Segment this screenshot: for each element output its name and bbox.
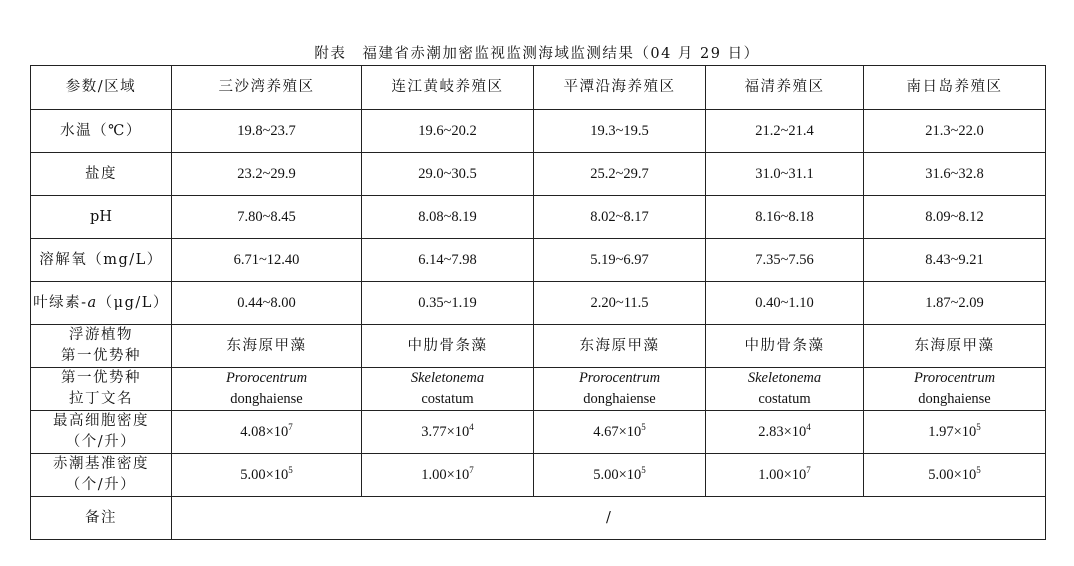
value-cell: 8.08~8.19 xyxy=(362,196,534,239)
label-line: 第一优势种 xyxy=(61,370,141,386)
value-cell: 23.2~29.9 xyxy=(172,153,362,196)
exponent: 5 xyxy=(641,464,646,475)
value-cell: 19.3~19.5 xyxy=(534,110,706,153)
row-latin-name xyxy=(31,368,1046,411)
value-cell: 0.44~8.00 xyxy=(172,282,362,325)
value-cell: 19.6~20.2 xyxy=(362,110,534,153)
row-water-temperature xyxy=(31,110,1046,153)
row-chlorophyll-a xyxy=(31,282,1046,325)
monitoring-results-table xyxy=(30,65,1046,540)
value-cell: 6.14~7.98 xyxy=(362,239,534,282)
genus-name: Skeletonema xyxy=(410,370,485,386)
value-cell xyxy=(864,411,1046,454)
exponent: 5 xyxy=(976,421,981,432)
value-cell xyxy=(864,454,1046,497)
value-cell: 中肋骨条藻 xyxy=(362,325,534,368)
genus-name: Prorocentrum xyxy=(913,370,996,386)
value-cell: 6.71~12.40 xyxy=(172,239,362,282)
value-cell xyxy=(172,411,362,454)
species-name: donghaiense xyxy=(230,391,303,407)
mantissa: 4.67×10 xyxy=(593,423,642,440)
value-cell: 25.2~29.7 xyxy=(534,153,706,196)
exponent: 5 xyxy=(641,421,646,432)
row-remarks xyxy=(31,497,1046,540)
value-cell xyxy=(172,454,362,497)
value-cell: 2.20~11.5 xyxy=(534,282,706,325)
value-cell: 31.0~31.1 xyxy=(706,153,864,196)
exponent: 7 xyxy=(806,464,811,475)
row-dissolved-oxygen xyxy=(31,239,1046,282)
table-caption: 附表 福建省赤潮加密监视监测海域监测结果（04 月 29 日） xyxy=(314,46,760,62)
row-label xyxy=(31,325,172,368)
header-param-cell: 参数/区域 xyxy=(31,66,172,110)
mantissa: 4.08×10 xyxy=(240,423,289,440)
row-dominant-species xyxy=(31,325,1046,368)
species-name: costatum xyxy=(421,391,474,407)
mantissa: 2.83×10 xyxy=(758,423,807,440)
row-label: pH xyxy=(31,196,172,239)
exponent: 5 xyxy=(288,464,293,475)
row-baseline-density xyxy=(31,454,1046,497)
header-region-fuqing: 福清养殖区 xyxy=(706,66,864,110)
genus-name: Skeletonema xyxy=(747,370,822,386)
value-cell: 东海原甲藻 xyxy=(172,325,362,368)
species-name: costatum xyxy=(758,391,811,407)
row-label xyxy=(31,282,172,325)
value-cell xyxy=(864,368,1046,411)
value-cell xyxy=(534,368,706,411)
value-cell: 0.35~1.19 xyxy=(362,282,534,325)
value-cell xyxy=(362,368,534,411)
row-label xyxy=(31,368,172,411)
label-line: （个/升） xyxy=(65,477,137,493)
row-salinity xyxy=(31,153,1046,196)
row-label: 溶解氧（mg/L） xyxy=(31,239,172,282)
mantissa: 1.97×10 xyxy=(928,423,977,440)
value-cell xyxy=(534,454,706,497)
label-line: 第一优势种 xyxy=(61,348,141,364)
value-cell: 8.43~9.21 xyxy=(864,239,1046,282)
value-cell: 8.09~8.12 xyxy=(864,196,1046,239)
header-row xyxy=(31,66,1046,110)
genus-name: Prorocentrum xyxy=(225,370,308,386)
exponent: 7 xyxy=(288,421,293,432)
label-suffix: （μg/L） xyxy=(97,294,169,311)
value-cell: 7.35~7.56 xyxy=(706,239,864,282)
value-cell: 东海原甲藻 xyxy=(864,325,1046,368)
mantissa: 5.00×10 xyxy=(928,466,977,483)
label-line: 最高细胞密度 xyxy=(53,413,149,429)
value-cell xyxy=(362,454,534,497)
value-cell: 1.87~2.09 xyxy=(864,282,1046,325)
mantissa: 5.00×10 xyxy=(240,466,289,483)
label-line: 浮游植物 xyxy=(69,327,133,343)
value-cell xyxy=(706,454,864,497)
value-cell: 8.16~8.18 xyxy=(706,196,864,239)
exponent: 4 xyxy=(469,421,474,432)
row-ph xyxy=(31,196,1046,239)
label-line: 拉丁文名 xyxy=(69,391,133,407)
value-cell: 中肋骨条藻 xyxy=(706,325,864,368)
value-cell xyxy=(534,411,706,454)
value-cell: 29.0~30.5 xyxy=(362,153,534,196)
value-cell xyxy=(706,368,864,411)
value-cell: 19.8~23.7 xyxy=(172,110,362,153)
exponent: 4 xyxy=(806,421,811,432)
value-cell: 21.2~21.4 xyxy=(706,110,864,153)
value-cell: 0.40~1.10 xyxy=(706,282,864,325)
mantissa: 3.77×10 xyxy=(421,423,470,440)
mantissa: 1.00×10 xyxy=(421,466,470,483)
row-label xyxy=(31,411,172,454)
value-cell: 31.6~32.8 xyxy=(864,153,1046,196)
exponent: 7 xyxy=(469,464,474,475)
value-cell: 7.80~8.45 xyxy=(172,196,362,239)
value-cell xyxy=(172,368,362,411)
row-label: 备注 xyxy=(31,497,172,540)
label-line: 赤潮基准密度 xyxy=(53,456,149,472)
header-region-lianjiang: 连江黄岐养殖区 xyxy=(362,66,534,110)
mantissa: 5.00×10 xyxy=(593,466,642,483)
value-cell xyxy=(706,411,864,454)
label-italic: a xyxy=(87,294,98,311)
row-label: 盐度 xyxy=(31,153,172,196)
value-cell: 8.02~8.17 xyxy=(534,196,706,239)
value-cell: 5.19~6.97 xyxy=(534,239,706,282)
genus-name: Prorocentrum xyxy=(578,370,661,386)
label-line: （个/升） xyxy=(65,434,137,450)
value-cell: 东海原甲藻 xyxy=(534,325,706,368)
row-label xyxy=(31,454,172,497)
row-max-cell-density xyxy=(31,411,1046,454)
value-cell: 21.3~22.0 xyxy=(864,110,1046,153)
header-region-pingtan: 平潭沿海养殖区 xyxy=(534,66,706,110)
value-cell xyxy=(362,411,534,454)
label-prefix: 叶绿素- xyxy=(33,294,88,311)
header-region-nanri: 南日岛养殖区 xyxy=(864,66,1046,110)
row-label: 水温（℃） xyxy=(31,110,172,153)
exponent: 5 xyxy=(976,464,981,475)
header-region-sansha: 三沙湾养殖区 xyxy=(172,66,362,110)
remarks-cell: / xyxy=(172,497,1046,540)
mantissa: 1.00×10 xyxy=(758,466,807,483)
species-name: donghaiense xyxy=(583,391,656,407)
species-name: donghaiense xyxy=(918,391,991,407)
